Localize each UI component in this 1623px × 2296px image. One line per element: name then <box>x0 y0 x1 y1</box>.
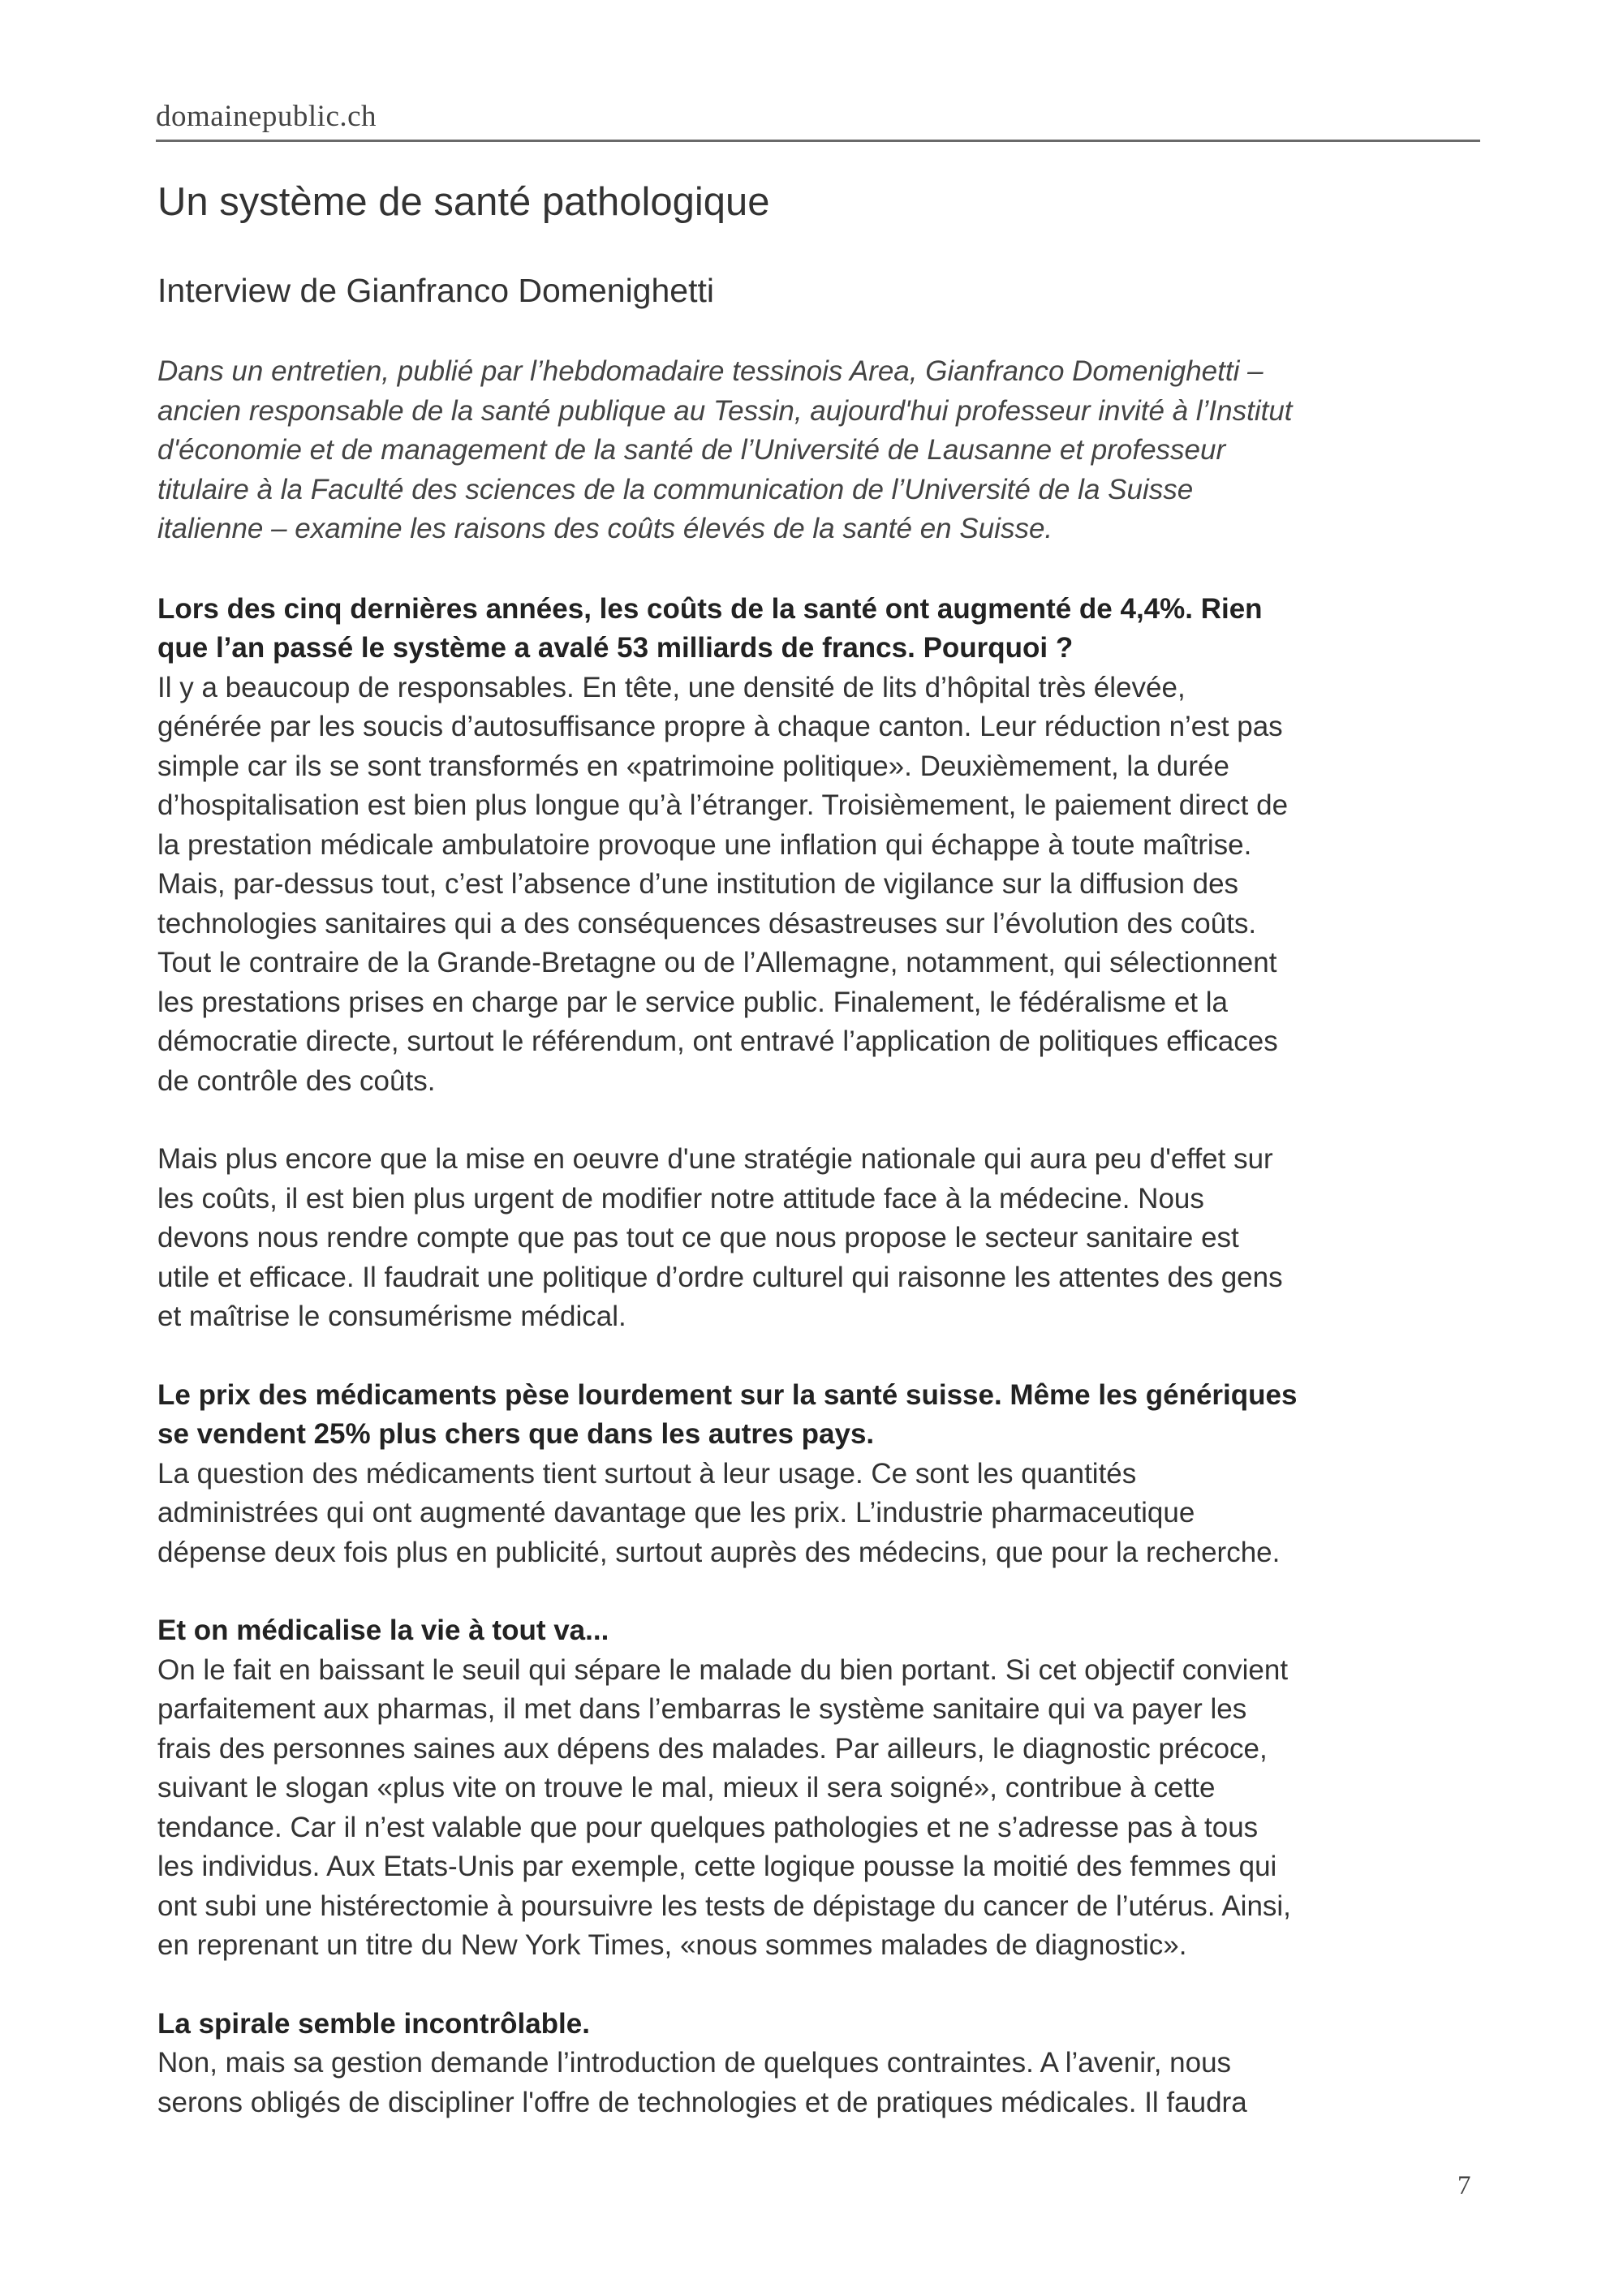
site-name: domainepublic.ch <box>156 100 377 133</box>
answer-line: suivant le slogan «plus vite on trouve le mal, mieux il sera soigné», contribue à cette <box>157 1772 1216 1804</box>
answer-line: simple car ils se sont transformés en «patrimoine politique». Deuxièmement, la durée <box>157 750 1229 782</box>
question-2 <box>157 1376 1488 1455</box>
article <box>157 177 1488 2161</box>
answer-line: Mais, par-dessus tout, c’est l’absence d’une institution de vigilance sur la diffusion des <box>157 868 1239 900</box>
answer-line: serons obligés de discipliner l'offre de technologies et de pratiques médicales. Il faudra <box>157 2086 1247 2118</box>
intro-line: titulaire à la Faculté des sciences de la communication de l’Université de la Suisse <box>157 473 1194 505</box>
question-1 <box>157 590 1488 669</box>
answer-line: dépense deux fois plus en publicité, surtout auprès des médecins, que pour la recherche. <box>157 1536 1281 1568</box>
question-line: Le prix des médicaments pèse lourdement sur la santé suisse. Même les génériques <box>157 1378 1298 1411</box>
question-4 <box>157 2005 1488 2044</box>
answer-line: Il y a beaucoup de responsables. En tête, une densité de lits d’hôpital très élevée, <box>157 671 1186 703</box>
question-3 <box>157 1611 1488 1651</box>
intro-line: italienne – examine les raisons des coûts élevés de la santé en Suisse. <box>157 513 1053 544</box>
answer-line: démocratie directe, surtout le référendum, ont entravé l’application de politiques efficaces <box>157 1025 1278 1057</box>
answer-line: en reprenant un titre du New York Times, «nous sommes malades de diagnostic». <box>157 1929 1187 1961</box>
answer-line: et maîtrise le consumérisme médical. <box>157 1301 626 1332</box>
article-subtitle: Interview de Gianfranco Domenighetti <box>157 272 714 309</box>
intro-line: d'économie et de management de la santé de l’Université de Lausanne et professeur <box>157 434 1226 466</box>
question-line: Et on médicalise la vie à tout va... <box>157 1615 609 1646</box>
page-number: 7 <box>1457 2171 1471 2200</box>
answer-line: les prestations prises en charge par le service public. Finalement, le fédéralisme et la <box>157 986 1228 1018</box>
answer-line: Mais plus encore que la mise en oeuvre d'une stratégie nationale qui aura peu d'effet sur <box>157 1143 1273 1175</box>
answer-line: générée par les soucis d’autosuffisance propre à chaque canton. Leur réduction n’est pas <box>157 711 1283 742</box>
question-line: que l’an passé le système a avalé 53 milliards de francs. Pourquoi ? <box>157 632 1074 664</box>
intro-line: ancien responsable de la santé publique au Tessin, aujourd'hui professeur invité à l’Institut <box>157 394 1293 427</box>
answer-line: la prestation médicale ambulatoire provoque une inflation qui échappe à toute maîtrise. <box>157 828 1252 861</box>
question-line: se vendent 25% plus chers que dans les autres pays. <box>157 1418 875 1450</box>
intro-line: Dans un entretien, publié par l’hebdomadaire tessinois Area, Gianfranco Domenighetti – <box>157 355 1264 387</box>
answer-line: les coûts, il est bien plus urgent de modifier notre attitude face à la médecine. Nous <box>157 1182 1204 1215</box>
answer-line: frais des personnes saines aux dépens des malades. Par ailleurs, le diagnostic précoce, <box>157 1732 1268 1765</box>
question-line: Lors des cinq dernières années, les coûts de la santé ont augmenté de 4,4%. Rien <box>157 592 1263 625</box>
answer-4 <box>157 2044 1488 2122</box>
answer-line: administrées qui ont augmenté davantage que les prix. L’industrie pharmaceutique <box>157 1497 1195 1529</box>
answer-line: d’hospitalisation est bien plus longue qu’à l’étranger. Troisièmement, le paiement direct de <box>157 789 1289 821</box>
answer-line: On le fait en baissant le seuil qui sépare le malade du bien portant. Si cet objectif convient <box>157 1653 1289 1686</box>
answer-1 <box>157 669 1488 1102</box>
answer-2 <box>157 1455 1488 1573</box>
question-line: La spirale semble incontrôlable. <box>157 2007 590 2040</box>
answer-3 <box>157 1651 1488 1966</box>
answer-line: ont subi une histérectomie à poursuivre les tests de dépistage du cancer de l’utérus. Ainsi, <box>157 1890 1291 1922</box>
answer-line: Tout le contraire de la Grande-Bretagne ou de l’Allemagne, notamment, qui sélectionnent <box>157 947 1277 978</box>
answer-line: Non, mais sa gestion demande l’introduction de quelques contraintes. A l’avenir, nous <box>157 2047 1232 2079</box>
answer-line: parfaitement aux pharmas, il met dans l’embarras le système sanitaire qui va payer les <box>157 1693 1247 1725</box>
article-intro <box>157 352 1488 549</box>
answer-line: les individus. Aux Etats-Unis par exemple, cette logique pousse la moitié des femmes qui <box>157 1851 1277 1882</box>
answer-line: technologies sanitaires qui a des conséquences désastreuses sur l’évolution des coûts. <box>157 907 1257 939</box>
page-header <box>156 96 1480 142</box>
answer-line: de contrôle des coûts. <box>157 1064 436 1097</box>
answer-1-continued <box>157 1140 1488 1337</box>
article-title: Un système de santé pathologique <box>157 180 770 224</box>
answer-line: tendance. Car il n’est valable que pour quelques pathologies et ne s’adresse pas à tous <box>157 1811 1259 1843</box>
answer-line: La question des médicaments tient surtout à leur usage. Ce sont les quantités <box>157 1457 1137 1490</box>
answer-line: devons nous rendre compte que pas tout ce que nous propose le secteur sanitaire est <box>157 1222 1239 1253</box>
answer-line: utile et efficace. Il faudrait une politique d’ordre culturel qui raisonne les attentes des gens <box>157 1261 1283 1293</box>
